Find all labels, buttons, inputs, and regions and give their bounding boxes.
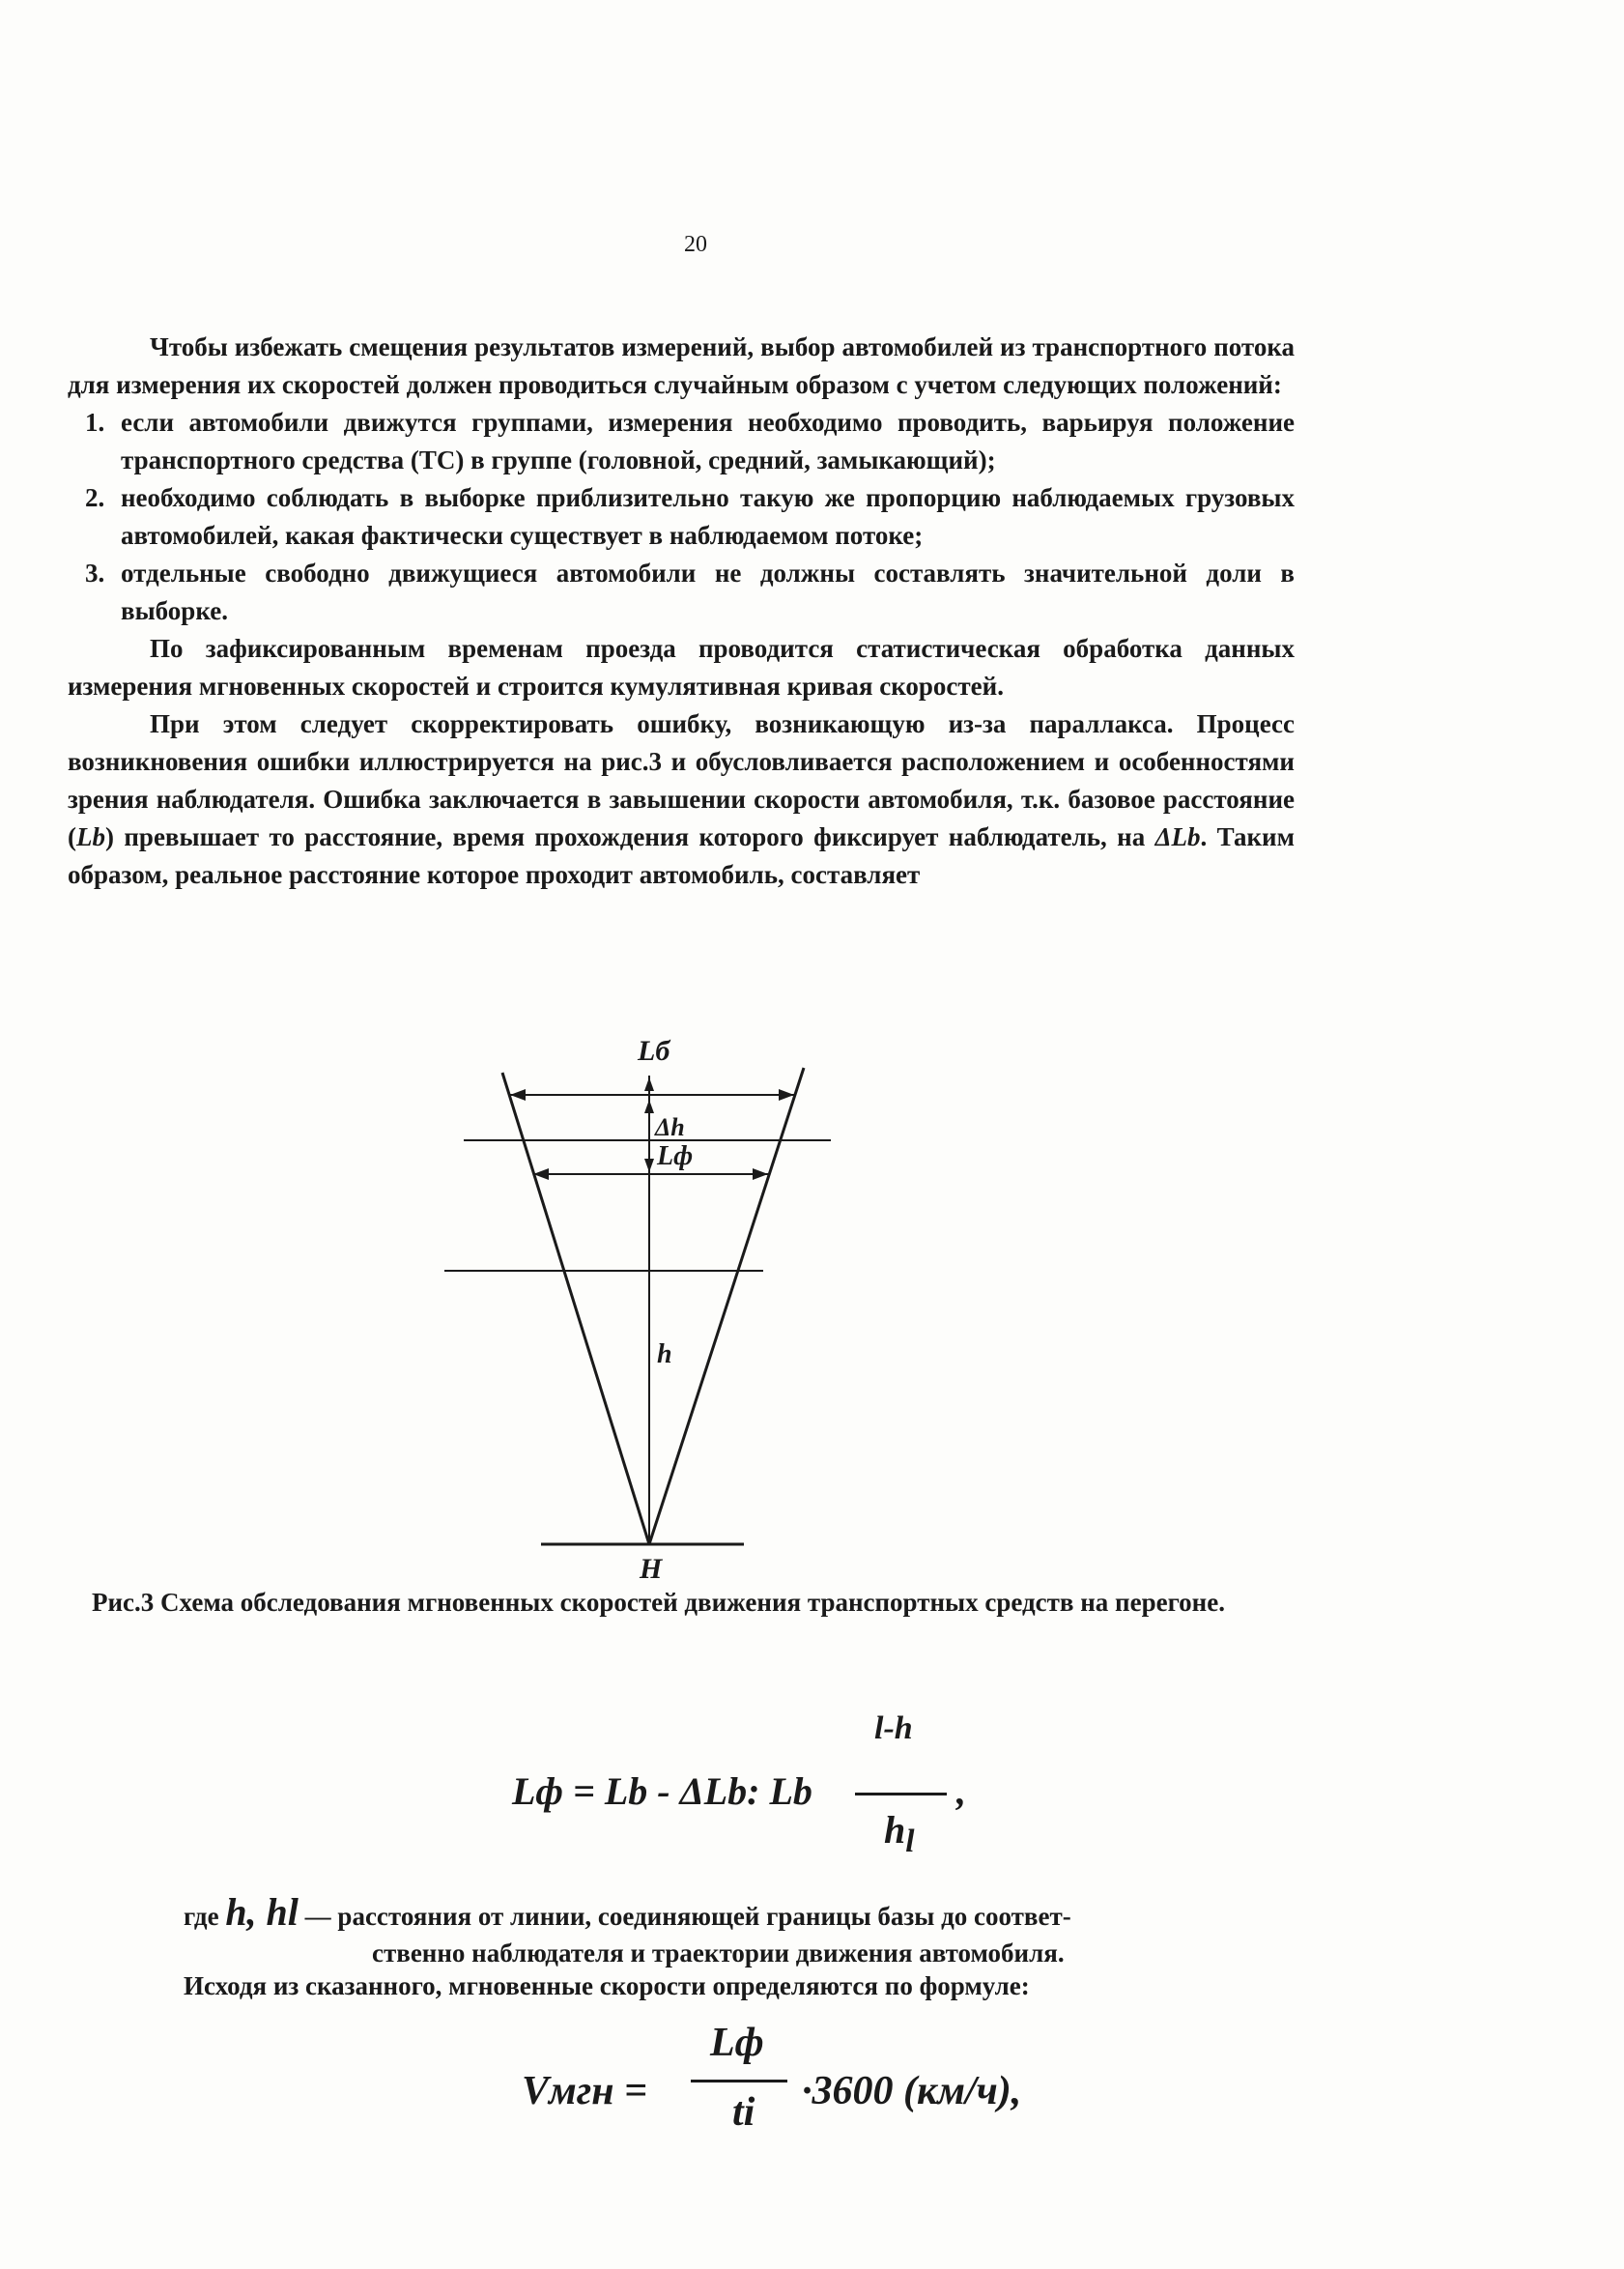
- formula1-tail: ,: [956, 1769, 966, 1813]
- formula2-lhs: Vмгн =: [522, 2069, 648, 2113]
- page-number: 20: [684, 232, 707, 257]
- observed-arrow-right: [753, 1168, 768, 1180]
- body-text: [68, 329, 1295, 894]
- list-item: 3. отдельные свободно движущиеся автомобили не должны составлять значительной доли в выборке.: [111, 555, 1295, 630]
- formula2-denominator: ti: [732, 2090, 755, 2135]
- parallax-text-b: ) превышает то расстояние, время прохождения которого фиксирует наблюдатель, на: [105, 822, 1155, 851]
- formula2-rhs: ·3600 (км/ч),: [802, 2069, 1022, 2113]
- parallax-text-c: . Таким образом, реальное расстояние которое проходит автомобиль, составляет: [68, 822, 1295, 889]
- left-sight-line: [502, 1073, 649, 1544]
- where-symbols: h, hl: [225, 1890, 299, 1934]
- processing-paragraph: По зафиксированным временам проезда проводится статистическая обработка данных измерения мгновенных скоростей и строится кумулятивная кривая скоростей.: [68, 634, 1295, 701]
- intro-paragraph: Чтобы избежать смещения результатов измерений, выбор автомобилей из транспортного потока для измерения их скоростей должен проводиться случайным образом с учетом следующих положений:: [68, 332, 1295, 399]
- figure-caption: Рис.3 Схема обследования мгновенных скоростей движения транспортных средств на перегоне.: [92, 1588, 1225, 1617]
- base-arrow-right: [779, 1089, 794, 1101]
- formula1-fraction-bar: [855, 1793, 947, 1795]
- formula2-numerator: Lф: [710, 2021, 764, 2065]
- parallax-paragraph: [68, 705, 1295, 894]
- where-text-continued: ственно наблюдателя и траектории движения автомобиля.: [372, 1939, 1065, 1967]
- label-delta-h: Δh: [655, 1113, 685, 1141]
- label-observer: H: [640, 1553, 663, 1580]
- formula1-lhs: Lф = Lb - ΔLb: Lb: [512, 1769, 812, 1813]
- list-item: 1. если автомобили движутся группами, измерения необходимо проводить, варьируя положение транспортного средства (ТС) в группе (головной, средний, замыкающий);: [111, 404, 1295, 479]
- where-lead: где: [184, 1902, 219, 1931]
- list-item: 2. необходимо соблюдать в выборке приблизительно такую же пропорцию наблюдаемых грузовых автомобилей, какая фактически существует в наблюдаемом потоке;: [111, 479, 1295, 555]
- label-observed-distance: Lф: [657, 1141, 694, 1171]
- parallax-figure: [425, 1029, 869, 1580]
- base-arrow-left: [510, 1089, 526, 1101]
- formula1-numerator: l-h: [874, 1710, 913, 1746]
- formula2-fraction-bar: [691, 2080, 787, 2082]
- speed-formula: [522, 2020, 1101, 2165]
- delta-base-symbol: ΔLb: [1154, 822, 1201, 851]
- where-text: — расстояния от линии, соединяющей границы базы до соответ-: [298, 1902, 1071, 1931]
- axis-arrow-up: [644, 1077, 654, 1091]
- conditions-list: [68, 404, 1295, 630]
- dh-arrow-up: [644, 1100, 654, 1113]
- parallax-text-a: При этом следует скорректировать ошибку, возникающую из-за параллакса. Процесс возникновения ошибки иллюстрируется на рис.3 и обусловливается расположением и особенностями зрения наблюдателя. Ошибка заключается в завышении скорости автомобиля, т.к. базовое расстояние (: [68, 709, 1295, 851]
- dh-arrow-down: [644, 1159, 654, 1172]
- distance-formula: [512, 1710, 1053, 1875]
- formula1-denominator: $h_l$: [884, 1808, 915, 1859]
- label-h: h: [657, 1339, 672, 1369]
- where-clause: [184, 1890, 1304, 1971]
- base-distance-symbol: Lb: [76, 822, 105, 851]
- speed-formula-intro: Исходя из сказанного, мгновенные скорости определяются по формуле:: [184, 1971, 1030, 2000]
- label-base-distance: Lб: [638, 1035, 670, 1067]
